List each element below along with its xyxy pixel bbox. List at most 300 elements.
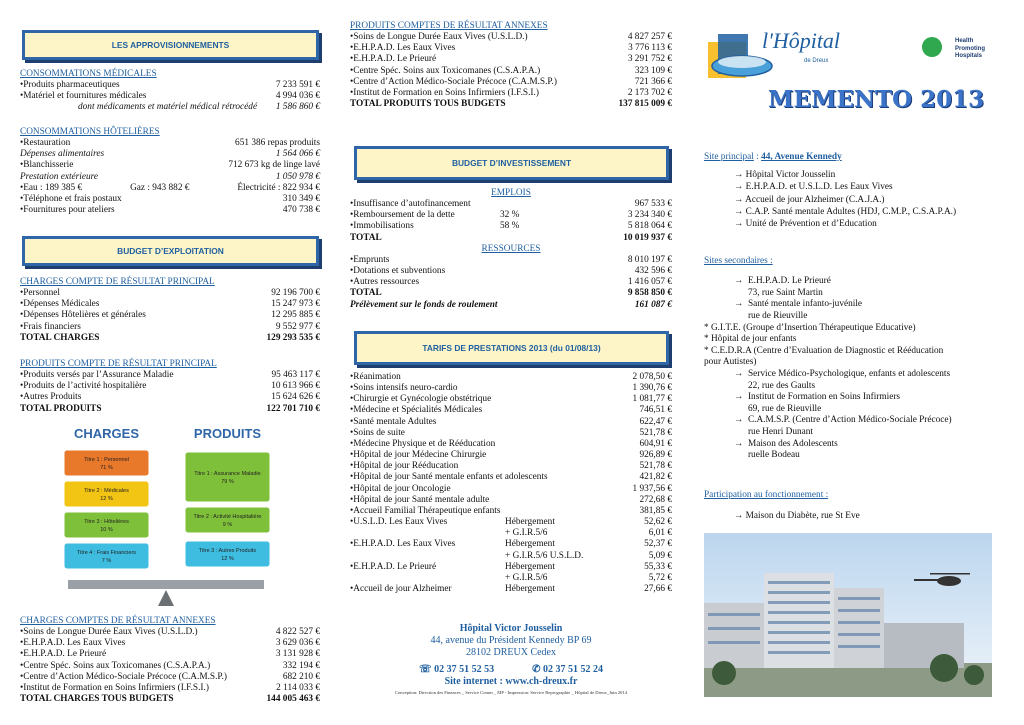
row-value: 4 827 257 € [627,32,672,43]
row-value: 3 776 113 € [628,43,672,54]
chart-series-title: CHARGES [73,426,140,441]
chart-bar-label: Titre 2 : Médicales [84,488,129,494]
tarif-name: •Médecine et Spécialités Médicales [350,405,483,416]
consommations-hotelieres [20,127,320,216]
row-label: •Centre Spéc. Soins aux Toxicomanes (C.S.A.P.A.) [20,660,211,671]
gaz-value: Gaz : 943 882 € [130,182,190,193]
contact-phones [350,664,672,676]
row-label: •E.H.P.A.D. Le Prieuré [20,649,107,660]
ap-total-row [350,99,672,110]
secondary-line: → E.H.P.A.D. Le Prieuré [734,276,831,287]
tarif-name: •E.H.P.A.D. Les Eaux Vives [350,539,456,550]
row-value: 332 194 € [282,660,320,671]
tarif-unit: + G.I.R.5/6 [505,572,548,583]
tarif-price: 521,78 € [639,427,672,438]
addr: 44, Avenue Kennedy [761,152,842,162]
chart-bar-label: Titre 3 : Hôtelières [84,519,129,525]
tarif-unit [505,495,595,506]
tarif-row [350,383,672,394]
tarif-price: 521,78 € [639,461,672,472]
tarif-row [350,495,672,506]
value-row [20,91,320,102]
site-principal [704,152,1004,230]
tarif-row [350,450,672,461]
row-value: 10 613 966 € [271,381,320,392]
tarif-row [350,394,672,405]
chart-bar-pct: 9 % [222,522,233,528]
tarif-name: •Chirurgie et Gynécologie obstétrique [350,394,492,405]
secondary-line: → Service Médico-Psychologique, enfants et adolescents [734,369,951,380]
section-title [20,359,320,370]
tarif-row [350,428,672,439]
tarif-row [350,417,672,428]
value-row [20,80,320,91]
row-label: •Fournitures pour ateliers [20,205,115,216]
row-label: Prestation extérieure [20,171,99,182]
row-value: 432 596 € [634,266,672,277]
value-row [350,54,672,65]
tarif-row [350,484,672,495]
value-row [20,627,320,638]
tarif-price: 421,82 € [639,472,672,483]
chart-bar-pct: 7 % [101,558,112,564]
row-value: 721 366 € [634,76,672,87]
tarif-price: 746,51 € [639,405,672,416]
chart-balance-beam [68,580,264,589]
row-label: •Autres ressources [350,277,420,288]
produits-title: PRODUITS [20,359,66,369]
section-title: CONSOMMATIONS MÉDICALES [20,69,157,79]
tarif-row [350,539,672,550]
value: 10 019 937 € [623,232,672,243]
row-value: 9 552 977 € [275,321,320,332]
tarif-name: •Hôpital de jour Rééducation [350,461,459,472]
value-row [20,322,320,333]
tarif-unit [505,405,595,416]
row-label: •E.H.P.A.D. Les Eaux Vives [350,43,456,54]
title: PRODUITS [350,21,396,31]
produits-annexes [350,21,672,110]
tarif-price: 272,68 € [639,494,672,505]
row-label: •Soins de Longue Durée Eaux Vives (U.S.L.D.) [350,32,528,43]
principal-item: → Accueil de jour Alzheimer (C.A.J.A.) [734,194,885,205]
value-row [350,32,672,43]
row-label: •Dotations et subventions [350,266,446,277]
value-row [20,310,320,321]
principal-item: → Unité de Prévention et d’Education [734,219,877,230]
label: TOTAL CHARGES [20,332,100,343]
secondary-line: → Maison des Adolescents [734,438,838,449]
row-label: •Immobilisations [350,221,414,232]
value-row [20,149,320,160]
secondary-line: pour Autistes) [704,357,757,368]
tarif-unit [505,484,595,495]
ac-total-row [20,694,320,705]
row-value: 1 050 978 € [275,171,320,182]
row-value: 3 131 928 € [275,649,320,660]
row-pct: 58 % [500,221,520,232]
website-link[interactable]: Site internet : www.ch-dreux.fr [444,675,578,687]
row-value: 4 822 527 € [275,627,320,638]
charges-total-row [20,333,320,344]
value-row [350,266,672,277]
row-label: •E.H.P.A.D. Les Eaux Vives [20,638,126,649]
tarif-name: •Médecine Physique et de Rééducation [350,438,496,449]
tarif-unit: Hébergement [505,539,555,550]
hph-logo-icon [921,36,943,58]
tarif-name: •Hôpital de jour Oncologie [350,483,451,494]
sub: COMPTES DE RÉSULTAT ANNEXES [63,616,216,626]
prelevement-row [350,300,672,311]
tarif-row [350,528,672,539]
tarif-name: •Accueil Familial Thérapeutique enfants [350,505,501,516]
tarif-unit [505,383,595,394]
chart-bar [185,507,270,533]
tarif-row [350,439,672,450]
section-title: CONSOMMATIONS HÔTELIÈRES [20,127,160,137]
site-principal-header: Site principal : 44, Avenue Kennedy [704,152,842,162]
value-row [20,205,320,216]
value-row [350,255,672,266]
tarif-row [350,517,672,528]
tel-item [419,664,494,676]
chart-bar [185,541,270,567]
chart-series-title: PRODUITS [193,426,262,441]
chart-bar [64,450,149,476]
label: TOTAL PRODUITS TOUS BUDGETS [350,99,506,110]
tarif-row [350,573,672,584]
chart-bar-pct: 12 % [100,496,113,502]
banner-budget-exploitation: BUDGET D’EXPLOITATION [22,236,319,266]
secondary-line: 69, rue de Rieuville [734,403,822,414]
tarif-name: •Soins intensifs neuro-cardio [350,383,458,394]
value-row [350,77,672,88]
tarif-price: 52,37 € [644,539,672,550]
value-row [20,172,320,183]
row-label: •Emprunts [350,254,390,265]
row-value: 1 416 057 € [627,277,672,288]
label: TOTAL PRODUITS [20,403,102,414]
row-label: •Institut de Formation en Soins Infirmiers (I.F.S.I.) [20,682,209,693]
row-value: 95 463 117 € [271,370,320,381]
row-value: 3 629 036 € [275,638,320,649]
tarif-row [350,372,672,383]
row-label: •Produits pharmaceutiques [20,80,120,91]
emplois-title: EMPLOIS [491,188,531,198]
row-label: •Frais financiers [20,321,81,332]
row-value: 12 295 885 € [271,310,320,321]
value: 9 858 850 € [627,288,672,299]
row-value: 2 114 033 € [276,682,320,693]
value-row [20,672,320,683]
principal-item: → E.H.P.A.D. et U.S.L.D. Les Eaux Vives [734,182,893,193]
hospital-photo [704,533,992,697]
sub: COMPTES DE RÉSULTAT ANNEXES [395,21,548,31]
tarif-unit: Hébergement [505,517,555,528]
value-row [20,649,320,660]
fax-item [532,664,603,676]
value-row [350,221,672,232]
tarif-price: 55,33 € [644,561,672,572]
row-label: •Produits versés par l’Assurance Maladie [20,370,174,381]
row-value: 15 247 973 € [271,299,320,310]
tarif-name: •Hôpital de jour Santé mentale adulte [350,494,490,505]
tarif-price: 622,47 € [639,416,672,427]
value-row [20,160,320,171]
chart-balance-pivot [158,590,174,606]
label: TOTAL [350,288,382,299]
tarif-price: 1 937,56 € [632,483,672,494]
tarif-row [350,461,672,472]
value-row [350,277,672,288]
row-value: 15 624 626 € [271,392,320,403]
produits-sub: COMPTE DE RÉSULTAT PRINCIPAL [65,359,217,369]
tarif-unit [505,394,595,405]
participation-header: Participation au fonctionnement : [704,490,829,500]
elec-value: Électricité : 822 934 € [237,182,320,193]
memento-title: MEMENTO 2013 [768,86,985,113]
tarif-row [350,551,672,562]
row-label: •Autres Produits [20,392,82,403]
banner-budget-investissement: BUDGET D’INVESTISSEMENT [354,146,669,180]
chart-bar-pct: 71 % [100,465,113,471]
chart-bar-pct: 10 % [100,527,113,533]
contact-addr1: 44, avenue du Président Kennedy BP 69 [430,635,592,647]
tarif-price: 5,72 € [648,572,672,583]
charges-produits-chart [20,424,320,612]
tarif-unit [505,506,595,517]
row-label: •Centre Spéc. Soins aux Toxicomanes (C.S.A.P.A.) [350,65,541,76]
charges-title: CHARGES [20,277,64,287]
row-value: 967 533 € [634,199,672,210]
tarif-unit: + G.I.R.5/6 [505,528,548,539]
tarif-name [350,551,505,562]
chart-bar [64,481,149,507]
fax-icon: ✆ [532,663,543,675]
label: TOTAL CHARGES TOUS BUDGETS [20,694,174,705]
tarif-price: 381,85 € [639,505,672,516]
row-label: Dépenses alimentaires [20,149,105,160]
secondary-line: 73, rue Saint Martin [734,287,823,298]
value: 144 005 463 € [266,694,320,705]
value-row [350,88,672,99]
row-value: 92 196 700 € [271,288,320,299]
secondary-line: 22, rue des Gaults [734,380,816,391]
value-row [20,138,320,149]
chart-bar-label: Titre 2 : Activité Hospitalière [193,514,262,520]
tel-value: 02 37 51 52 53 [434,663,495,675]
ressources-total-row [350,288,672,299]
ressources-title: RESSOURCES [481,243,541,254]
consommations-medicales [20,69,320,114]
secondaires-header: Sites secondaires : [704,256,773,266]
row-value: 3 291 752 € [627,54,672,65]
row-label: •Institut de Formation en Soins Infirmiers (I.F.S.I.) [350,87,539,98]
tarif-price: 27,66 € [644,583,672,594]
secondary-line: rue de Rieuville [734,310,808,321]
chart-bar-label: Titre 3 : Autres Produits [198,548,257,554]
tarif-name [350,573,505,584]
row-value: 2 173 702 € [627,87,672,98]
title: CHARGES [20,616,64,626]
tarif-unit [505,439,595,450]
row-value: 7 233 591 € [275,80,320,91]
value-row [20,370,320,381]
row-label: •Blanchisserie [20,160,74,171]
tarif-unit [505,428,595,439]
contact-block [350,623,672,696]
row-pct: 32 % [500,210,520,221]
tarif-price: 2 078,50 € [632,372,672,382]
tarif-unit [505,417,595,428]
tarif-row [350,584,672,595]
row-label: •Centre d’Action Médico-Sociale Précoce (C.A.M.S.P.) [350,76,557,87]
chart-bar-pct: 79 % [221,479,234,485]
value-row [20,288,320,299]
row-label: •Téléphone et frais postaux [20,193,122,204]
tarif-unit: + G.I.R.5/6 U.S.L.D. [505,550,584,561]
eau-value: •Eau : 189 385 € [20,182,83,193]
contact-name: Hôpital Victor Jousselin [459,623,563,634]
value-row [350,43,672,54]
principal-item: → Hôpital Victor Jousselin [734,170,836,181]
tarif-row [350,472,672,483]
energy-row [20,183,320,194]
value-row [350,66,672,77]
hospital-logo-icon [704,22,844,82]
hph-line1: Health [955,38,974,44]
value-row [20,661,320,672]
value-row [350,199,672,210]
row-label: dont médicaments et matériel médical rétrocédé [78,102,258,113]
value-row [20,381,320,392]
banner-tarifs: TARIFS DE PRESTATIONS 2013 (du 01/08/13) [354,331,669,365]
hph-text [955,38,985,61]
charges-principal [20,277,320,344]
hph-line3: Hospitals [955,53,983,59]
row-value: 470 738 € [282,205,320,216]
row-value: 5 818 064 € [627,221,672,232]
hph-line2: Promoting [955,45,985,52]
row-label: •Soins de Longue Durée Eaux Vives (U.S.L.D.) [20,627,198,638]
section-title [20,277,320,288]
secondary-line: ruelle Bodeau [734,450,800,461]
charges-sub: COMPTE DE RÉSULTAT PRINCIPAL [63,277,215,287]
tarif-unit: Hébergement [505,583,555,594]
row-label: •E.H.P.A.D. Le Prieuré [350,54,437,65]
fax-value: 02 37 51 52 24 [542,663,603,675]
tarif-row [350,405,672,416]
row-label: •Centre d’Action Médico-Sociale Précoce (C.A.M.S.P.) [20,671,227,682]
tarif-name: •Hôpital de jour Santé mentale enfants et adolescents [350,472,548,483]
produits-total-row [20,404,320,415]
row-value: 712 673 kg de linge lavé [228,160,320,171]
row-pct [500,199,635,210]
tarif-name: •U.S.L.D. Les Eaux Vives [350,517,448,528]
tarif-unit [505,461,595,472]
row-label: •Matériel et fournitures médicales [20,91,147,102]
tarifs-table [350,372,672,595]
row-value: 4 994 036 € [275,91,320,102]
secondary-line: * C.E.D.R.A (Centre d’Evaluation de Diagnostic et Rééducation [704,345,944,356]
row-value: 651 386 repas produits [235,138,320,149]
row-label: •Restauration [20,138,71,149]
chart-bar-label: Titre 1 : Personnel [84,457,129,463]
sites-secondaires [704,256,1004,462]
chart-bar [64,543,149,569]
logo-hopital: l'Hôpital [762,28,841,53]
row-value: 3 234 340 € [627,210,672,221]
credits: Conception: Direction des Finances _ Service Comm _ MP - Impression: Service Reprographie _ Hôpital de Dreux_Juin 2014 [394,689,628,695]
participation-item: → Maison du Diabète, rue St Eve [734,511,860,522]
investissement-block [350,188,672,311]
phone-icon: ☏ [419,663,435,675]
row-label: •Personnel [20,288,60,299]
value: 129 293 535 € [266,332,320,343]
secondary-line: rue Henri Dunant [734,427,814,438]
secondary-line: → Institut de Formation en Soins Infirmiers [734,392,901,403]
chart-bar-pct: 12 % [221,556,234,562]
tarif-name: •Accueil de jour Alzheimer [350,583,452,594]
row-label: •Produits de l’activité hospitalière [20,381,147,392]
chart-bar [64,512,149,538]
tarif-name: •Hôpital de jour Médecine Chirurgie [350,450,487,461]
tarif-price: 1 390,76 € [632,383,672,394]
tarif-unit [505,472,595,483]
row-label: •Remboursement de la dette [350,210,455,221]
value-row [20,299,320,310]
value: 122 701 710 € [266,403,320,414]
row-value: 310 349 € [282,193,320,204]
tarif-price: 5,09 € [648,550,672,561]
secondary-line: * Hôpital de jour enfants [704,334,797,345]
value: 137 815 009 € [618,99,672,110]
secondary-line: * G.I.T.E. (Groupe d’Insertion Thérapeutique Educative) [704,322,916,333]
tarif-row [350,562,672,573]
label: TOTAL [350,232,382,243]
row-label: •Dépenses Hôtelières et générales [20,310,146,321]
value-row [20,392,320,403]
tarif-unit: Hébergement [505,561,555,572]
value: 161 087 € [634,299,672,310]
chart-bar-label: Titre 4 : Frais Financiers [76,550,137,556]
principal-item: → C.A.P. Santé mentale Adultes (HDJ, C.M.P., C.S.A.P.A.) [734,206,957,217]
row-value: 323 109 € [634,65,672,76]
logo-de-dreux: de Dreux [804,58,829,64]
tarif-price: 926,89 € [639,450,672,461]
row-value: 1 586 860 € [275,102,320,113]
banner-approvisionnements: LES APPROVISIONNEMENTS [22,30,319,60]
participation [704,490,1004,522]
row-label: •Dépenses Médicales [20,299,100,310]
value-row [350,210,672,221]
value-row [20,683,320,694]
row-value: 682 210 € [282,671,320,682]
tarif-price: 6,01 € [648,528,672,539]
label: Prélèvement sur le fonds de roulement [350,299,498,310]
charges-annexes [20,616,320,705]
section-title [350,21,672,32]
tarif-row [350,506,672,517]
row-value: 1 564 066 € [275,149,320,160]
tarif-name: •Santé mentale Adultes [350,416,437,427]
tarif-unit [505,372,595,383]
produits-principal [20,359,320,415]
tarif-price: 52,62 € [644,517,672,528]
value-row [20,102,320,113]
section-title [20,616,320,627]
tarif-price: 1 081,77 € [632,394,672,405]
